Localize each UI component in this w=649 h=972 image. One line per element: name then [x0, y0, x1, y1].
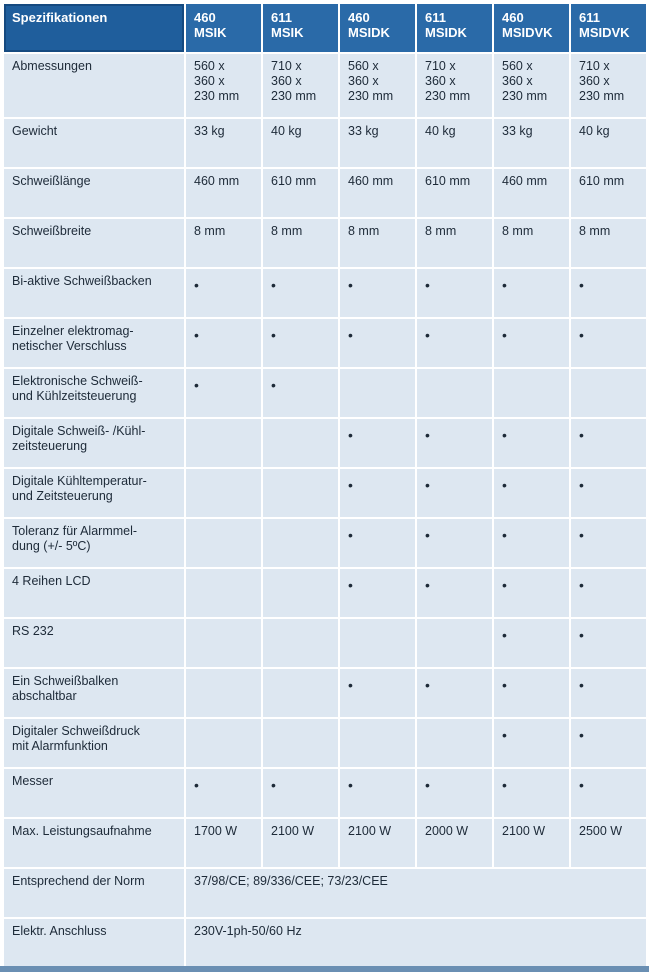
spec-cell [340, 469, 415, 517]
feature-bullet: • [425, 777, 430, 793]
spec-value: 40 kg [579, 124, 610, 138]
spec-cell [571, 569, 646, 617]
spec-cell [494, 619, 569, 667]
feature-bullet: • [425, 577, 430, 593]
model-header: 611 MSIDVK [571, 4, 646, 52]
spec-value: 8 mm [579, 224, 611, 238]
spec-cell [417, 719, 492, 767]
spec-cell [263, 669, 338, 717]
feature-bullet: • [348, 277, 353, 293]
spec-cell [417, 219, 492, 267]
row-label: Gewicht [4, 119, 184, 167]
spec-cell [494, 519, 569, 567]
spec-cell [494, 719, 569, 767]
table-row [4, 419, 646, 467]
spec-cell [417, 269, 492, 317]
spec-cell [186, 419, 261, 467]
feature-bullet: • [271, 327, 276, 343]
spec-value: 33 kg [502, 124, 533, 138]
feature-bullet: • [348, 577, 353, 593]
spec-cell [571, 619, 646, 667]
row-label: Entsprechend der Norm [4, 869, 184, 917]
spec-cell [494, 54, 569, 117]
spec-cell [494, 369, 569, 417]
feature-bullet: • [579, 627, 584, 643]
feature-bullet: • [579, 777, 584, 793]
spec-cell [571, 269, 646, 317]
spec-cell [186, 369, 261, 417]
spec-value: 560 x 360 x 230 mm [502, 59, 548, 103]
spec-cell [186, 619, 261, 667]
spec-value: 8 mm [425, 224, 457, 238]
model-header: 460 MSIK [186, 4, 261, 52]
feature-bullet: • [502, 327, 507, 343]
table-row [4, 369, 646, 417]
spec-value: 610 mm [425, 174, 471, 188]
spec-cell [417, 119, 492, 167]
spec-cell [417, 369, 492, 417]
spec-cell [186, 519, 261, 567]
spec-cell [263, 54, 338, 117]
model-header: 611 MSIDK [417, 4, 492, 52]
bottom-edge-strip [0, 966, 649, 972]
feature-bullet: • [425, 527, 430, 543]
spec-cell [263, 619, 338, 667]
feature-bullet: • [502, 627, 507, 643]
row-label: Bi-aktive Schweißbacken [4, 269, 184, 317]
feature-bullet: • [579, 727, 584, 743]
spec-cell [340, 769, 415, 817]
spec-cell [571, 219, 646, 267]
spec-cell [263, 269, 338, 317]
spec-cell [417, 419, 492, 467]
spec-cell [571, 719, 646, 767]
header-label: Spezifikationen [4, 4, 184, 52]
feature-bullet: • [348, 477, 353, 493]
spec-cell [340, 269, 415, 317]
spec-cell [417, 769, 492, 817]
feature-bullet: • [348, 327, 353, 343]
table-row [4, 319, 646, 367]
spec-cell [186, 169, 261, 217]
spec-cell [340, 619, 415, 667]
feature-bullet: • [502, 577, 507, 593]
spec-cell [186, 769, 261, 817]
feature-bullet: • [502, 427, 507, 443]
feature-bullet: • [271, 377, 276, 393]
feature-bullet: • [348, 427, 353, 443]
spec-cell [186, 319, 261, 367]
spec-value: 8 mm [348, 224, 380, 238]
spec-cell [494, 419, 569, 467]
table-row [4, 769, 646, 817]
spec-cell [340, 719, 415, 767]
feature-bullet: • [579, 577, 584, 593]
spec-value: 2000 W [425, 824, 469, 838]
feature-bullet: • [425, 477, 430, 493]
row-label: Digitale Kühltemperatur- und Zeitsteuerung [4, 469, 184, 517]
spec-value: 710 x 360 x 230 mm [579, 59, 625, 103]
spec-cell [340, 169, 415, 217]
table-row [4, 669, 646, 717]
spec-cell [186, 719, 261, 767]
spec-cell [494, 219, 569, 267]
spec-value: 460 mm [194, 174, 240, 188]
feature-bullet: • [579, 677, 584, 693]
spec-cell [186, 469, 261, 517]
row-label: Elektr. Anschluss [4, 919, 184, 967]
row-label: Toleranz für Alarmmel- dung (+/- 5ºC) [4, 519, 184, 567]
spec-cell [263, 519, 338, 567]
spec-cell [494, 769, 569, 817]
feature-bullet: • [579, 277, 584, 293]
spec-cell [263, 769, 338, 817]
row-label: Digitaler Schweißdruck mit Alarmfunktion [4, 719, 184, 767]
spec-cell [494, 669, 569, 717]
feature-bullet: • [348, 777, 353, 793]
spec-value: 33 kg [348, 124, 379, 138]
span-value: 230V-1ph-50/60 Hz [186, 919, 646, 967]
spec-cell [417, 54, 492, 117]
spec-cell [263, 569, 338, 617]
table-row [4, 619, 646, 667]
spec-cell [417, 469, 492, 517]
spec-cell [340, 419, 415, 467]
spec-cell [494, 569, 569, 617]
feature-bullet: • [425, 327, 430, 343]
spec-cell [263, 419, 338, 467]
feature-bullet: • [502, 677, 507, 693]
spec-cell [571, 519, 646, 567]
row-label: 4 Reihen LCD [4, 569, 184, 617]
spec-cell [263, 719, 338, 767]
table-row [4, 119, 646, 167]
spec-cell [571, 419, 646, 467]
table-row [4, 869, 646, 917]
row-label: Ein Schweißbalken abschaltbar [4, 669, 184, 717]
spec-value: 560 x 360 x 230 mm [348, 59, 394, 103]
table-row [4, 169, 646, 217]
spec-cell [263, 369, 338, 417]
spec-cell [571, 769, 646, 817]
feature-bullet: • [348, 677, 353, 693]
spec-value: 460 mm [348, 174, 394, 188]
spec-cell [571, 319, 646, 367]
spec-cell [571, 669, 646, 717]
feature-bullet: • [271, 777, 276, 793]
feature-bullet: • [579, 327, 584, 343]
spec-value: 710 x 360 x 230 mm [271, 59, 317, 103]
span-value: 37/98/CE; 89/336/CEE; 73/23/CEE [186, 869, 646, 917]
spec-value: 710 x 360 x 230 mm [425, 59, 471, 103]
spec-cell [417, 319, 492, 367]
spec-cell [186, 119, 261, 167]
spec-cell [186, 819, 261, 867]
spec-cell [494, 319, 569, 367]
row-label: Abmessungen [4, 54, 184, 117]
feature-bullet: • [348, 527, 353, 543]
spec-cell [494, 819, 569, 867]
spec-cell [340, 119, 415, 167]
row-label: Schweißbreite [4, 219, 184, 267]
spec-cell [340, 54, 415, 117]
row-label: Max. Leistungsaufnahme [4, 819, 184, 867]
table-row [4, 569, 646, 617]
feature-bullet: • [502, 277, 507, 293]
spec-cell [263, 819, 338, 867]
spec-value: 40 kg [425, 124, 456, 138]
spec-cell [186, 669, 261, 717]
spec-cell [186, 54, 261, 117]
feature-bullet: • [502, 777, 507, 793]
spec-value: 2100 W [271, 824, 315, 838]
feature-bullet: • [579, 427, 584, 443]
spec-cell [340, 519, 415, 567]
spec-cell [494, 119, 569, 167]
feature-bullet: • [194, 327, 199, 343]
feature-bullet: • [271, 277, 276, 293]
feature-bullet: • [502, 727, 507, 743]
table-row [4, 269, 646, 317]
spec-cell [340, 319, 415, 367]
feature-bullet: • [425, 677, 430, 693]
spec-cell [186, 219, 261, 267]
spec-value: 8 mm [271, 224, 303, 238]
table-row [4, 919, 646, 967]
feature-bullet: • [194, 777, 199, 793]
spec-value: 8 mm [194, 224, 226, 238]
spec-value: 33 kg [194, 124, 225, 138]
row-label: Elektronische Schweiß- und Kühlzeitsteuerung [4, 369, 184, 417]
spec-value: 1700 W [194, 824, 238, 838]
row-label: Schweißlänge [4, 169, 184, 217]
table-row [4, 469, 646, 517]
spec-cell [340, 369, 415, 417]
spec-cell [186, 569, 261, 617]
spec-cell [571, 119, 646, 167]
feature-bullet: • [194, 377, 199, 393]
table-row [4, 519, 646, 567]
spec-value: 2500 W [579, 824, 623, 838]
row-label: RS 232 [4, 619, 184, 667]
spec-cell [417, 619, 492, 667]
table-row [4, 819, 646, 867]
model-header: 611 MSIK [263, 4, 338, 52]
spec-cell [494, 169, 569, 217]
feature-bullet: • [194, 277, 199, 293]
spec-cell [571, 469, 646, 517]
spec-cell [417, 819, 492, 867]
spec-value: 560 x 360 x 230 mm [194, 59, 240, 103]
spec-cell [571, 819, 646, 867]
feature-bullet: • [579, 527, 584, 543]
model-header: 460 MSIDVK [494, 4, 569, 52]
spec-value: 40 kg [271, 124, 302, 138]
spec-cell [186, 269, 261, 317]
spec-cell [417, 669, 492, 717]
model-header: 460 MSIDK [340, 4, 415, 52]
table-row [4, 219, 646, 267]
spec-cell [263, 469, 338, 517]
spec-value: 2100 W [348, 824, 392, 838]
spec-cell [571, 54, 646, 117]
row-label: Messer [4, 769, 184, 817]
spec-cell [417, 519, 492, 567]
spec-cell [571, 369, 646, 417]
spec-cell [263, 119, 338, 167]
spec-cell [340, 219, 415, 267]
spec-value: 2100 W [502, 824, 546, 838]
spec-cell [340, 819, 415, 867]
table-row [4, 719, 646, 767]
spec-cell [417, 569, 492, 617]
spec-value: 8 mm [502, 224, 534, 238]
header-row [4, 4, 646, 52]
spec-cell [263, 319, 338, 367]
spec-cell [494, 469, 569, 517]
spec-value: 610 mm [271, 174, 317, 188]
feature-bullet: • [579, 477, 584, 493]
spec-cell [417, 169, 492, 217]
feature-bullet: • [425, 427, 430, 443]
spec-cell [263, 169, 338, 217]
spec-cell [571, 169, 646, 217]
spec-cell [263, 219, 338, 267]
spec-cell [340, 669, 415, 717]
feature-bullet: • [425, 277, 430, 293]
spec-value: 610 mm [579, 174, 625, 188]
feature-bullet: • [502, 477, 507, 493]
spec-cell [340, 569, 415, 617]
row-label: Einzelner elektromag- netischer Verschluss [4, 319, 184, 367]
table-row [4, 54, 646, 117]
feature-bullet: • [502, 527, 507, 543]
spec-table [2, 2, 648, 969]
spec-value: 460 mm [502, 174, 548, 188]
spec-cell [494, 269, 569, 317]
row-label: Digitale Schweiß- /Kühl- zeitsteuerung [4, 419, 184, 467]
